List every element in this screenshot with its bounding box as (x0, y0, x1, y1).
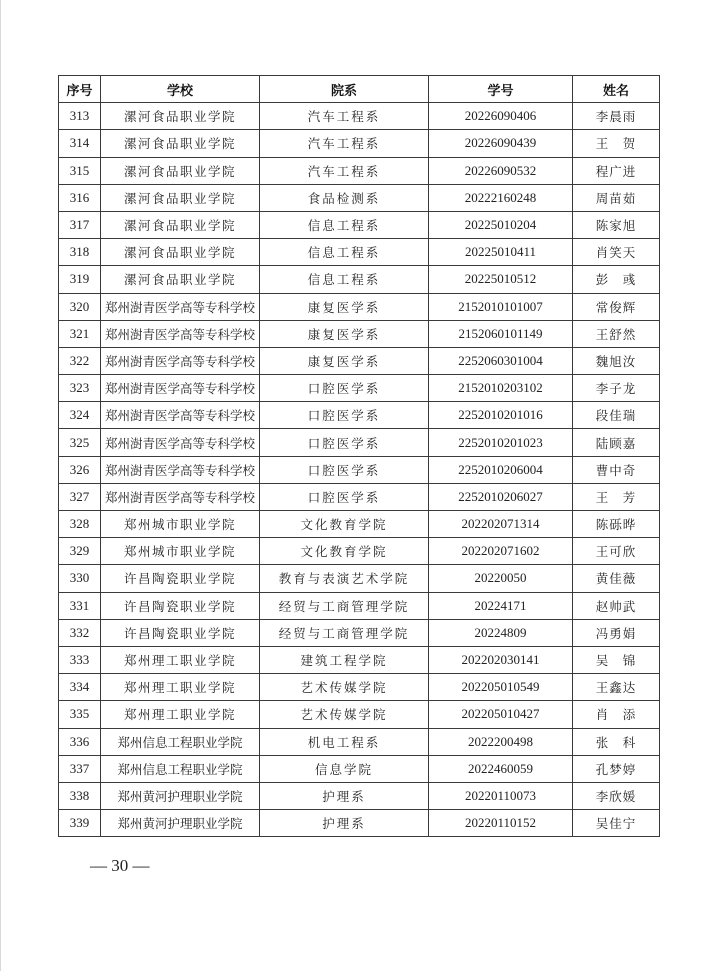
row-name: 黄佳薇 (573, 565, 660, 592)
row-index: 324 (59, 402, 101, 429)
row-student-id: 20220110152 (429, 810, 573, 837)
row-index: 330 (59, 565, 101, 592)
row-index: 326 (59, 456, 101, 483)
row-index: 319 (59, 266, 101, 293)
table-row (59, 538, 660, 565)
row-student-id: 202205010549 (429, 674, 573, 701)
table-row (59, 211, 660, 238)
header-name: 姓名 (573, 76, 660, 103)
row-student-id: 2152010203102 (429, 375, 573, 402)
row-school: 漯河食品职业学院 (101, 103, 260, 130)
row-name: 王鑫达 (573, 674, 660, 701)
row-index: 338 (59, 782, 101, 809)
student-roster-table (58, 75, 660, 837)
row-department: 汽车工程系 (260, 157, 429, 184)
table-row (59, 511, 660, 538)
row-department: 口腔医学系 (260, 429, 429, 456)
table-row (59, 402, 660, 429)
row-school: 郑州澍青医学高等专科学校 (101, 293, 260, 320)
row-school: 郑州澍青医学高等专科学校 (101, 456, 260, 483)
row-student-id: 20220110073 (429, 782, 573, 809)
row-name: 冯勇娟 (573, 619, 660, 646)
row-school: 郑州澍青医学高等专科学校 (101, 483, 260, 510)
row-student-id: 20224171 (429, 592, 573, 619)
table-row (59, 755, 660, 782)
row-department: 经贸与工商管理学院 (260, 592, 429, 619)
row-index: 333 (59, 646, 101, 673)
row-student-id: 2022200498 (429, 728, 573, 755)
row-student-id: 202202071602 (429, 538, 573, 565)
row-department: 康复医学系 (260, 320, 429, 347)
row-department: 艺术传媒学院 (260, 701, 429, 728)
row-index: 334 (59, 674, 101, 701)
row-student-id: 20226090439 (429, 130, 573, 157)
row-department: 教育与表演艺术学院 (260, 565, 429, 592)
row-name: 李子龙 (573, 375, 660, 402)
row-name: 曹中奇 (573, 456, 660, 483)
row-school: 漯河食品职业学院 (101, 211, 260, 238)
row-name: 肖 添 (573, 701, 660, 728)
header-index: 序号 (59, 76, 101, 103)
row-student-id: 20225010411 (429, 239, 573, 266)
row-index: 339 (59, 810, 101, 837)
row-name: 王 贺 (573, 130, 660, 157)
row-student-id: 20220050 (429, 565, 573, 592)
row-department: 经贸与工商管理学院 (260, 619, 429, 646)
row-index: 329 (59, 538, 101, 565)
row-school: 许昌陶瓷职业学院 (101, 565, 260, 592)
table-row (59, 293, 660, 320)
row-index: 327 (59, 483, 101, 510)
table-row (59, 674, 660, 701)
row-name: 段佳瑞 (573, 402, 660, 429)
row-student-id: 20226090532 (429, 157, 573, 184)
table-row (59, 810, 660, 837)
row-name: 魏旭汝 (573, 347, 660, 374)
row-student-id: 202202071314 (429, 511, 573, 538)
row-student-id: 2252010201016 (429, 402, 573, 429)
row-student-id: 20226090406 (429, 103, 573, 130)
row-index: 320 (59, 293, 101, 320)
row-department: 信息工程系 (260, 239, 429, 266)
row-department: 机电工程系 (260, 728, 429, 755)
row-school: 郑州信息工程职业学院 (101, 728, 260, 755)
table-row (59, 347, 660, 374)
row-name: 陆顾嘉 (573, 429, 660, 456)
row-department: 康复医学系 (260, 293, 429, 320)
table-header-row (59, 76, 660, 103)
row-name: 吴 锦 (573, 646, 660, 673)
row-department: 建筑工程学院 (260, 646, 429, 673)
row-name: 肖笑天 (573, 239, 660, 266)
row-school: 漯河食品职业学院 (101, 266, 260, 293)
header-student-id: 学号 (429, 76, 573, 103)
page-number: — 30 — (90, 856, 150, 875)
row-index: 318 (59, 239, 101, 266)
row-index: 331 (59, 592, 101, 619)
row-name: 李欣媛 (573, 782, 660, 809)
row-department: 信息工程系 (260, 211, 429, 238)
row-school: 郑州理工职业学院 (101, 701, 260, 728)
row-index: 337 (59, 755, 101, 782)
row-school: 郑州理工职业学院 (101, 674, 260, 701)
row-student-id: 2252010206004 (429, 456, 573, 483)
row-department: 口腔医学系 (260, 456, 429, 483)
row-index: 323 (59, 375, 101, 402)
table-row (59, 565, 660, 592)
table-row (59, 375, 660, 402)
row-school: 许昌陶瓷职业学院 (101, 619, 260, 646)
row-index: 321 (59, 320, 101, 347)
row-department: 文化教育学院 (260, 538, 429, 565)
row-student-id: 2252010201023 (429, 429, 573, 456)
row-name: 王可欣 (573, 538, 660, 565)
row-school: 郑州理工职业学院 (101, 646, 260, 673)
row-index: 317 (59, 211, 101, 238)
row-department: 口腔医学系 (260, 402, 429, 429)
row-school: 郑州黄河护理职业学院 (101, 782, 260, 809)
table-row (59, 157, 660, 184)
row-student-id: 2252010206027 (429, 483, 573, 510)
row-student-id: 20225010512 (429, 266, 573, 293)
row-name: 王舒然 (573, 320, 660, 347)
row-name: 彭 彧 (573, 266, 660, 293)
table-row (59, 429, 660, 456)
row-department: 汽车工程系 (260, 130, 429, 157)
header-school: 学校 (101, 76, 260, 103)
row-name: 常俊辉 (573, 293, 660, 320)
row-name: 陈砾晔 (573, 511, 660, 538)
row-student-id: 2152060101149 (429, 320, 573, 347)
row-department: 口腔医学系 (260, 375, 429, 402)
row-school: 漯河食品职业学院 (101, 239, 260, 266)
row-name: 王 芳 (573, 483, 660, 510)
row-name: 李晨雨 (573, 103, 660, 130)
row-department: 艺术传媒学院 (260, 674, 429, 701)
row-index: 313 (59, 103, 101, 130)
row-department: 汽车工程系 (260, 103, 429, 130)
row-index: 332 (59, 619, 101, 646)
page-edge (0, 0, 1, 971)
row-school: 郑州澍青医学高等专科学校 (101, 375, 260, 402)
row-school: 郑州信息工程职业学院 (101, 755, 260, 782)
table-row (59, 130, 660, 157)
row-student-id: 202205010427 (429, 701, 573, 728)
table-row (59, 239, 660, 266)
row-school: 郑州澍青医学高等专科学校 (101, 320, 260, 347)
row-school: 郑州黄河护理职业学院 (101, 810, 260, 837)
row-school: 漯河食品职业学院 (101, 130, 260, 157)
row-school: 郑州澍青医学高等专科学校 (101, 429, 260, 456)
row-name: 吴佳宁 (573, 810, 660, 837)
row-index: 322 (59, 347, 101, 374)
row-school: 漯河食品职业学院 (101, 157, 260, 184)
row-name: 程广进 (573, 157, 660, 184)
table-body (59, 103, 660, 837)
row-name: 孔梦婷 (573, 755, 660, 782)
row-department: 口腔医学系 (260, 483, 429, 510)
table-row (59, 728, 660, 755)
row-department: 护理系 (260, 782, 429, 809)
table-row (59, 320, 660, 347)
table-row (59, 103, 660, 130)
row-index: 325 (59, 429, 101, 456)
row-student-id: 2252060301004 (429, 347, 573, 374)
table-row (59, 184, 660, 211)
table-row (59, 266, 660, 293)
row-department: 文化教育学院 (260, 511, 429, 538)
row-index: 328 (59, 511, 101, 538)
row-index: 314 (59, 130, 101, 157)
row-school: 许昌陶瓷职业学院 (101, 592, 260, 619)
row-school: 漯河食品职业学院 (101, 184, 260, 211)
row-index: 316 (59, 184, 101, 211)
row-index: 335 (59, 701, 101, 728)
row-school: 郑州城市职业学院 (101, 511, 260, 538)
row-name: 张 科 (573, 728, 660, 755)
table-row (59, 701, 660, 728)
row-student-id: 202202030141 (429, 646, 573, 673)
table-row (59, 592, 660, 619)
row-department: 康复医学系 (260, 347, 429, 374)
row-student-id: 20224809 (429, 619, 573, 646)
row-index: 315 (59, 157, 101, 184)
row-index: 336 (59, 728, 101, 755)
table-row (59, 456, 660, 483)
row-name: 赵帅武 (573, 592, 660, 619)
row-department: 护理系 (260, 810, 429, 837)
row-school: 郑州城市职业学院 (101, 538, 260, 565)
row-department: 信息学院 (260, 755, 429, 782)
row-student-id: 2152010101007 (429, 293, 573, 320)
row-school: 郑州澍青医学高等专科学校 (101, 347, 260, 374)
row-name: 周苗茹 (573, 184, 660, 211)
row-name: 陈家旭 (573, 211, 660, 238)
table-row (59, 646, 660, 673)
header-department: 院系 (260, 76, 429, 103)
row-student-id: 20222160248 (429, 184, 573, 211)
table-row (59, 483, 660, 510)
table-row (59, 619, 660, 646)
row-student-id: 2022460059 (429, 755, 573, 782)
row-department: 食品检测系 (260, 184, 429, 211)
row-school: 郑州澍青医学高等专科学校 (101, 402, 260, 429)
row-student-id: 20225010204 (429, 211, 573, 238)
row-department: 信息工程系 (260, 266, 429, 293)
table-row (59, 782, 660, 809)
